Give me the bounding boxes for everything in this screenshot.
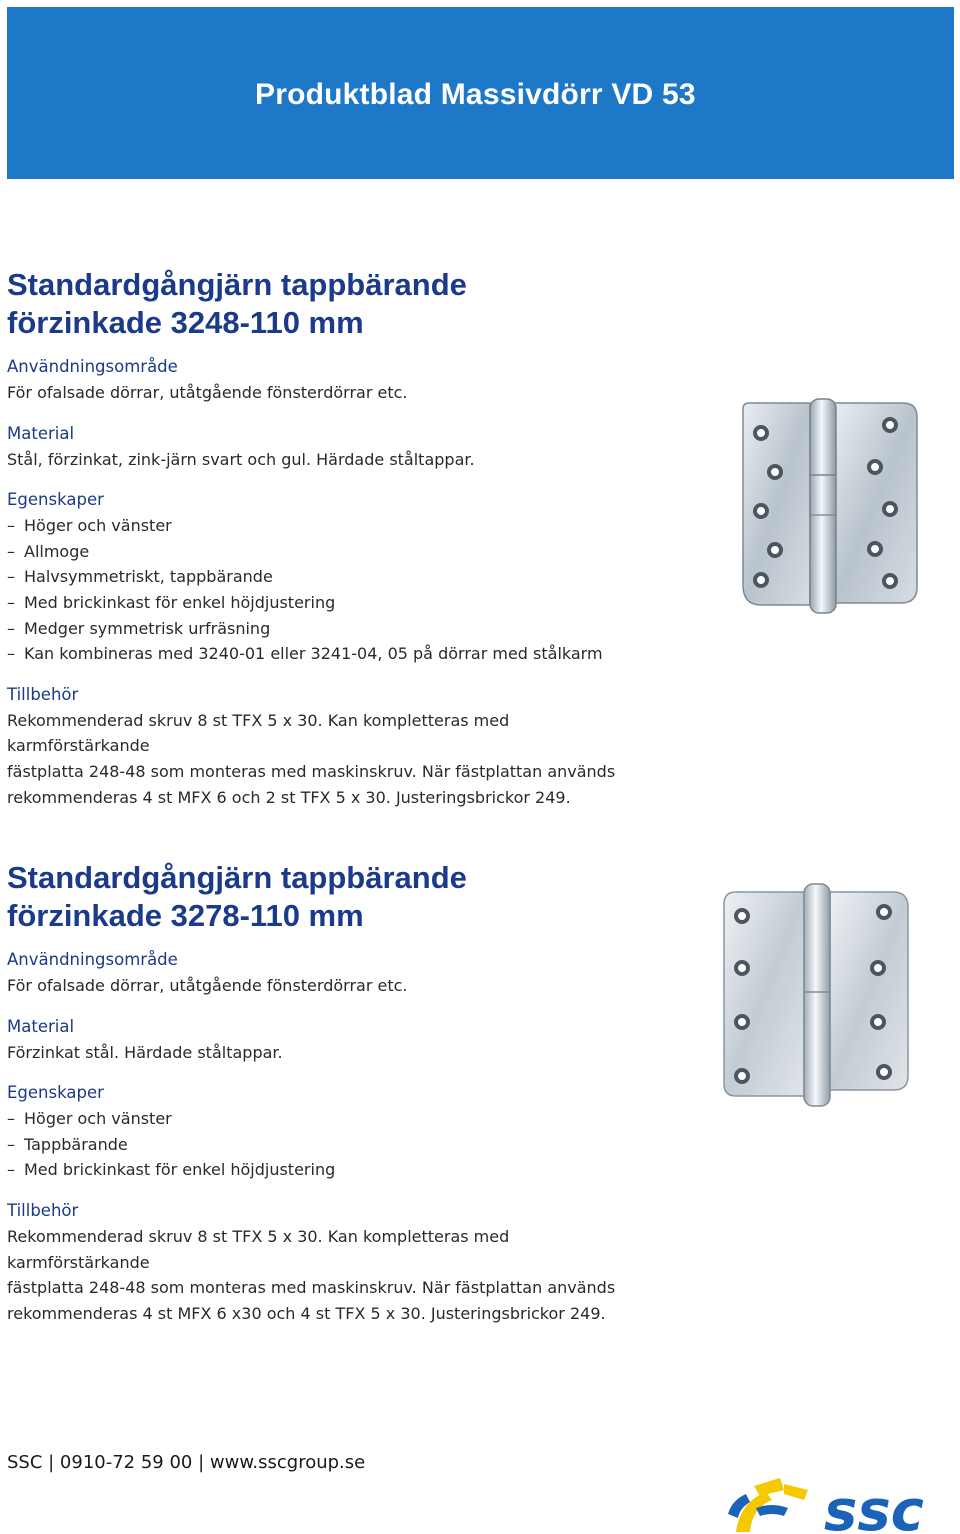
header-banner (7, 7, 954, 179)
features-list (7, 1106, 647, 1183)
features-list (7, 513, 647, 667)
list-item: – Höger och vänster (7, 516, 172, 536)
features-heading: Egenskaper (7, 490, 104, 510)
accessories-heading: Tillbehör (7, 1200, 79, 1220)
accessories-heading: Tillbehör (7, 684, 79, 704)
product-title-line1: Standardgångjärn tappbärande (7, 267, 467, 302)
product-3278 (7, 859, 647, 1326)
material-heading: Material (7, 423, 75, 443)
product-title-line1: Standardgångjärn tappbärande (7, 860, 467, 895)
list-item: – Allmoge (7, 541, 90, 561)
usage-text: För ofalsade dörrar, utåtgående fönsterdörrar etc. (7, 383, 408, 402)
features-heading: Egenskaper (7, 1083, 104, 1103)
page-title: Produktblad Massivdörr VD 53 (255, 78, 696, 111)
sun-icon (728, 1478, 808, 1532)
list-item: – Höger och vänster (7, 1109, 172, 1129)
product-3248 (7, 266, 647, 810)
hinge-3248-image (735, 395, 945, 620)
list-item: – Med brickinkast för enkel höjdjustering (7, 1160, 336, 1180)
ssc-logo (726, 1478, 956, 1534)
list-item: – Tappbärande (7, 1134, 128, 1154)
accessories-text: Rekommenderad skruv 8 st TFX 5 x 30. Kan kompletteras med karmförstärkande fästplatta 248-48 som monteras med maskinskruv. När fästplattan används rekommenderas 4 st MFX 6 och 2 st TFX 5 x 30. Justeringsbrickor 249. (7, 710, 616, 807)
footer-contact: SSC | 0910-72 59 00 | www.sscgroup.se (7, 1452, 366, 1473)
usage-text: För ofalsade dörrar, utåtgående fönsterdörrar etc. (7, 976, 408, 995)
list-item: – Kan kombineras med 3240-01 eller 3241-04, 05 på dörrar med stålkarm (7, 644, 603, 664)
hinge-3278-image (718, 880, 928, 1110)
usage-heading: Användningsområde (7, 950, 178, 969)
list-item: – Med brickinkast för enkel höjdjustering (7, 592, 336, 612)
product-title (7, 859, 647, 935)
product-title-line2: förzinkade 3278-110 mm (7, 898, 364, 933)
material-text: Stål, förzinkat, zink-järn svart och gul. Härdade ståltappar. (7, 449, 475, 469)
material-text: Förzinkat stål. Härdade ståltappar. (7, 1042, 283, 1062)
logo-wordmark: ssc (824, 1479, 924, 1534)
list-item: – Medger symmetrisk urfräsning (7, 618, 271, 638)
product-title (7, 266, 647, 342)
material-heading: Material (7, 1016, 75, 1036)
product-title-line2: förzinkade 3248-110 mm (7, 305, 364, 340)
accessories-text: Rekommenderad skruv 8 st TFX 5 x 30. Kan kompletteras med karmförstärkande fästplatta 248-48 som monteras med maskinskruv. När fästplattan används rekommenderas 4 st MFX 6 x30 och 4 st TFX 5 x 30. Justeringsbrickor 249. (7, 1226, 616, 1323)
list-item: – Halvsymmetriskt, tappbärande (7, 567, 273, 587)
usage-heading: Användningsområde (7, 357, 178, 376)
